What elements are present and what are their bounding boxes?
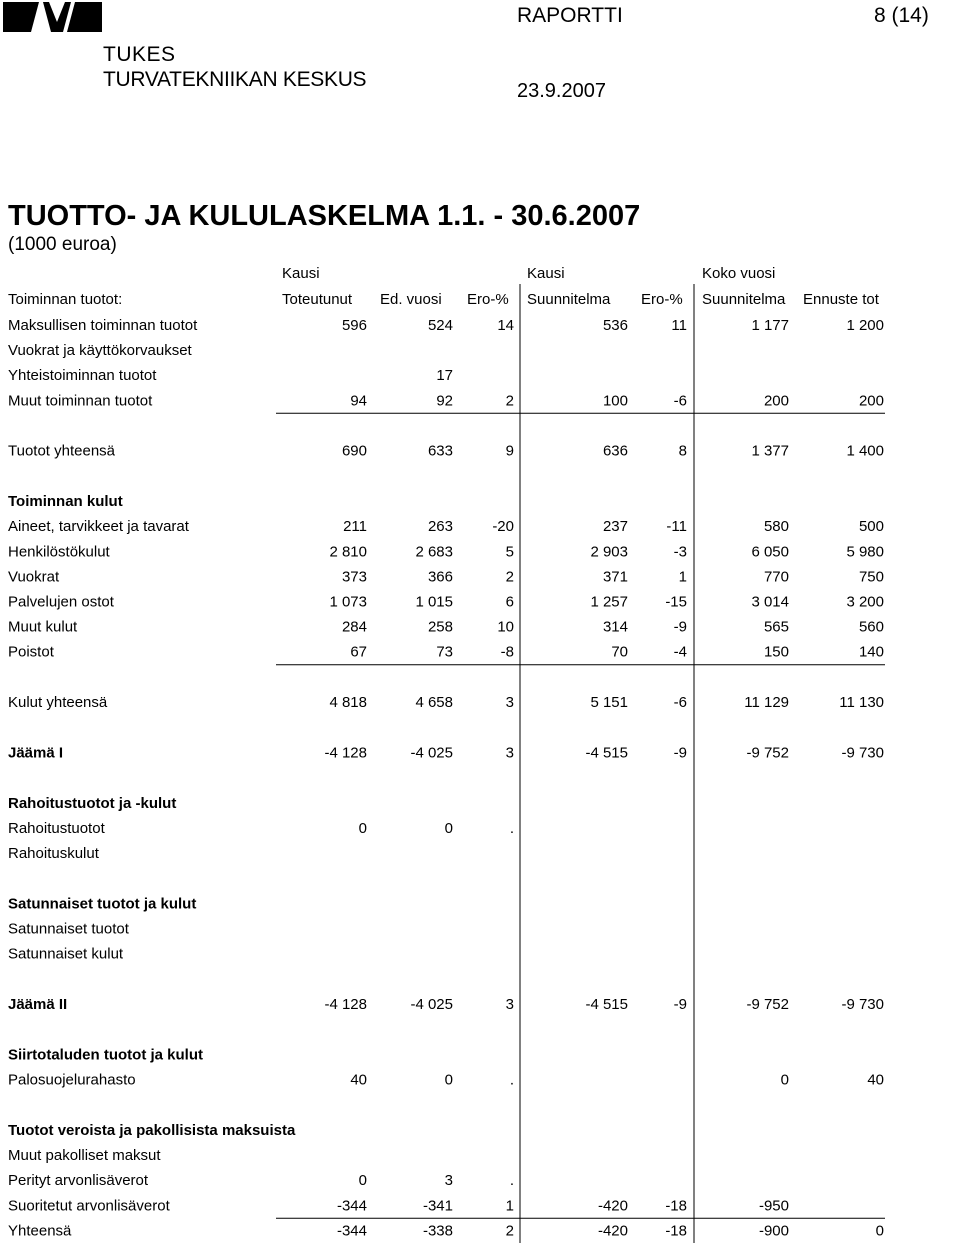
period-header: Kausi bbox=[527, 265, 565, 282]
cell-value: 17 bbox=[436, 367, 453, 385]
row-label: Perityt arvonlisäverot bbox=[8, 1172, 149, 1190]
cell-value: -9 730 bbox=[841, 996, 884, 1014]
cell-value: -341 bbox=[422, 1197, 453, 1215]
cell-value: 73 bbox=[436, 643, 453, 661]
logo-text-organization: TURVATEKNIIKAN KESKUS bbox=[103, 68, 367, 91]
cell-value: 9 bbox=[505, 442, 514, 460]
row-label: Satunnaiset tuotot ja kulut bbox=[8, 895, 197, 913]
cell-value: 3 bbox=[505, 694, 514, 712]
cell-value: -900 bbox=[758, 1222, 789, 1240]
cell-value: 690 bbox=[341, 442, 367, 460]
cell-value: 560 bbox=[858, 618, 884, 636]
cell-value: 3 bbox=[444, 1172, 453, 1190]
cell-value: -344 bbox=[336, 1197, 367, 1215]
cell-value: 3 014 bbox=[751, 593, 789, 611]
cell-value: 150 bbox=[763, 643, 789, 661]
cell-value: 2 683 bbox=[415, 543, 453, 561]
cell-value: 6 050 bbox=[751, 543, 789, 561]
cell-value: -4 bbox=[673, 643, 687, 661]
cell-value: -4 515 bbox=[585, 744, 628, 762]
row-label: Palvelujen ostot bbox=[8, 593, 114, 611]
cell-value: 67 bbox=[350, 643, 367, 661]
cell-value: 2 bbox=[505, 1222, 514, 1240]
cell-value: -420 bbox=[597, 1197, 628, 1215]
cell-value: 1 015 bbox=[415, 593, 453, 611]
row-label: Tuotot yhteensä bbox=[8, 442, 116, 460]
cell-value: 366 bbox=[427, 568, 453, 586]
row-label: Poistot bbox=[8, 643, 54, 661]
cell-value: -4 515 bbox=[585, 996, 628, 1014]
cell-value: 1 200 bbox=[846, 317, 884, 334]
cell-value: 500 bbox=[858, 518, 884, 536]
cell-value: -18 bbox=[665, 1197, 687, 1215]
section-heading: Toiminnan tuotot: bbox=[8, 291, 123, 308]
row-label: Aineet, tarvikkeet ja tavarat bbox=[8, 518, 189, 536]
cell-value: 1 377 bbox=[751, 442, 789, 460]
cell-value: -8 bbox=[500, 643, 514, 661]
period-header: Kausi bbox=[282, 265, 320, 282]
cell-value: . bbox=[509, 1071, 514, 1089]
cell-value: 1 177 bbox=[751, 317, 789, 334]
cell-value: -4 128 bbox=[324, 744, 367, 762]
column-header: Ed. vuosi bbox=[380, 291, 442, 308]
cell-value: 40 bbox=[350, 1071, 367, 1089]
cell-value: 92 bbox=[436, 392, 453, 410]
document-title: TUOTTO- JA KULULASKELMA 1.1. - 30.6.2007 bbox=[8, 200, 641, 232]
cell-value: 0 bbox=[780, 1071, 789, 1089]
cell-value: 524 bbox=[427, 317, 453, 334]
cell-value: 211 bbox=[343, 518, 367, 536]
cell-value: -18 bbox=[665, 1222, 687, 1240]
column-header: Ennuste tot bbox=[803, 291, 879, 308]
cell-value: -4 025 bbox=[410, 744, 453, 762]
cell-value: -4 128 bbox=[324, 996, 367, 1014]
cell-value: 0 bbox=[358, 820, 367, 837]
cell-value: 580 bbox=[763, 518, 789, 536]
row-label: Maksullisen toiminnan tuotot bbox=[8, 317, 198, 334]
cell-value: 200 bbox=[858, 392, 884, 410]
cell-value: 8 bbox=[678, 442, 687, 460]
cell-value: 0 bbox=[358, 1172, 367, 1190]
cell-value: -9 bbox=[673, 744, 687, 762]
cell-value: -11 bbox=[666, 518, 687, 536]
row-label: Jäämä II bbox=[8, 996, 68, 1014]
cell-value: 596 bbox=[341, 317, 367, 334]
cell-value: -4 025 bbox=[410, 996, 453, 1014]
cell-value: 11 130 bbox=[839, 694, 884, 712]
row-label: Siirtotaluden tuotot ja kulut bbox=[8, 1046, 203, 1064]
cell-value: -15 bbox=[665, 593, 687, 611]
cell-value: . bbox=[509, 1172, 514, 1190]
cell-value: -338 bbox=[422, 1222, 453, 1240]
cell-value: 2 903 bbox=[590, 543, 628, 561]
cell-value: 5 980 bbox=[846, 543, 884, 561]
cell-value: 94 bbox=[350, 392, 367, 410]
cell-value: 373 bbox=[341, 568, 367, 586]
cell-value: 1 bbox=[678, 568, 687, 586]
cell-value: 5 151 bbox=[590, 694, 628, 712]
cell-value: 4 658 bbox=[415, 694, 453, 712]
cell-value: 636 bbox=[602, 442, 628, 460]
row-label: Yhteistoiminnan tuotot bbox=[8, 367, 157, 385]
report-label: RAPORTTI bbox=[517, 4, 623, 27]
income-statement-table bbox=[0, 260, 960, 1245]
cell-value: 2 bbox=[505, 392, 514, 410]
column-header: Suunnitelma bbox=[702, 291, 786, 308]
cell-value: 633 bbox=[427, 442, 453, 460]
cell-value: 2 810 bbox=[329, 543, 367, 561]
cell-value: 3 200 bbox=[846, 593, 884, 611]
cell-value: -9 752 bbox=[746, 996, 789, 1014]
row-label: Kulut yhteensä bbox=[8, 694, 108, 712]
row-label: Rahoitustuotot bbox=[8, 820, 105, 837]
document-subtitle: (1000 euroa) bbox=[8, 234, 117, 255]
row-label: Suoritetut arvonlisäverot bbox=[8, 1197, 170, 1215]
cell-value: 565 bbox=[763, 618, 789, 636]
column-header: Ero-% bbox=[641, 291, 683, 308]
cell-value: -6 bbox=[673, 392, 687, 410]
row-label: Henkilöstökulut bbox=[8, 543, 110, 561]
cell-value: -344 bbox=[336, 1222, 367, 1240]
row-label: Rahoituskulut bbox=[8, 845, 99, 863]
cell-value: 10 bbox=[497, 618, 514, 636]
cell-value: -9 730 bbox=[841, 744, 884, 762]
cell-value: -20 bbox=[492, 518, 514, 536]
cell-value: 200 bbox=[763, 392, 789, 410]
cell-value: 314 bbox=[602, 618, 628, 636]
column-header: Toteutunut bbox=[282, 291, 353, 308]
row-label: Tuotot veroista ja pakollisista maksuista bbox=[8, 1122, 296, 1139]
cell-value: 140 bbox=[858, 643, 884, 661]
cell-value: 11 bbox=[671, 317, 687, 334]
cell-value: 3 bbox=[505, 744, 514, 762]
cell-value: 237 bbox=[602, 518, 628, 536]
column-header: Suunnitelma bbox=[527, 291, 611, 308]
cell-value: 536 bbox=[602, 317, 628, 334]
cell-value: 0 bbox=[444, 820, 453, 837]
cell-value: 40 bbox=[867, 1071, 884, 1089]
cell-value: -9 752 bbox=[746, 744, 789, 762]
row-label: Jäämä I bbox=[8, 744, 64, 762]
cell-value: 14 bbox=[497, 317, 514, 334]
cell-value: -3 bbox=[673, 543, 687, 561]
row-label: Palosuojelurahasto bbox=[8, 1071, 136, 1089]
cell-value: 284 bbox=[341, 618, 367, 636]
cell-value: 371 bbox=[602, 568, 628, 586]
row-label: Vuokrat ja käyttökorvaukset bbox=[8, 342, 192, 360]
cell-value: 6 bbox=[505, 593, 514, 611]
report-date: 23.9.2007 bbox=[517, 80, 606, 102]
cell-value: 2 bbox=[505, 568, 514, 586]
row-label: Satunnaiset tuotot bbox=[8, 920, 129, 938]
period-header: Koko vuosi bbox=[702, 265, 776, 282]
cell-value: 770 bbox=[763, 568, 789, 586]
cell-value: 1 257 bbox=[590, 593, 628, 611]
cell-value: 1 bbox=[505, 1197, 514, 1215]
cell-value: 100 bbox=[602, 392, 628, 410]
row-label: Muut pakolliset maksut bbox=[8, 1147, 161, 1165]
row-label: Rahoitustuotot ja -kulut bbox=[8, 794, 177, 812]
row-label: Muut kulut bbox=[8, 618, 78, 636]
cell-value: -9 bbox=[673, 996, 687, 1014]
row-label: Vuokrat bbox=[8, 568, 60, 586]
cell-value: -420 bbox=[597, 1222, 628, 1240]
cell-value: 750 bbox=[858, 568, 884, 586]
cell-value: -950 bbox=[758, 1197, 789, 1215]
cell-value: 4 818 bbox=[329, 694, 367, 712]
logo-text-tukes: TUKES bbox=[103, 43, 176, 66]
cell-value: . bbox=[509, 820, 514, 837]
row-label: Toiminnan kulut bbox=[8, 493, 123, 511]
cell-value: -6 bbox=[673, 694, 687, 712]
cell-value: 263 bbox=[427, 518, 453, 536]
cell-value: -9 bbox=[673, 618, 687, 636]
cell-value: 1 400 bbox=[846, 442, 884, 460]
cell-value: 5 bbox=[505, 543, 514, 561]
cell-value: 70 bbox=[611, 643, 628, 661]
tukes-logo-mark bbox=[3, 2, 102, 32]
cell-value: 0 bbox=[444, 1071, 453, 1089]
page-number: 8 (14) bbox=[874, 4, 929, 27]
cell-value: 1 073 bbox=[329, 593, 367, 611]
row-label: Muut toiminnan tuotot bbox=[8, 392, 153, 410]
row-label: Satunnaiset kulut bbox=[8, 945, 124, 963]
cell-value: 3 bbox=[505, 996, 514, 1014]
row-label: Yhteensä bbox=[8, 1222, 72, 1240]
cell-value: 11 129 bbox=[744, 694, 789, 712]
column-header: Ero-% bbox=[467, 291, 509, 308]
cell-value: 258 bbox=[427, 618, 453, 636]
cell-value: 0 bbox=[875, 1222, 884, 1240]
